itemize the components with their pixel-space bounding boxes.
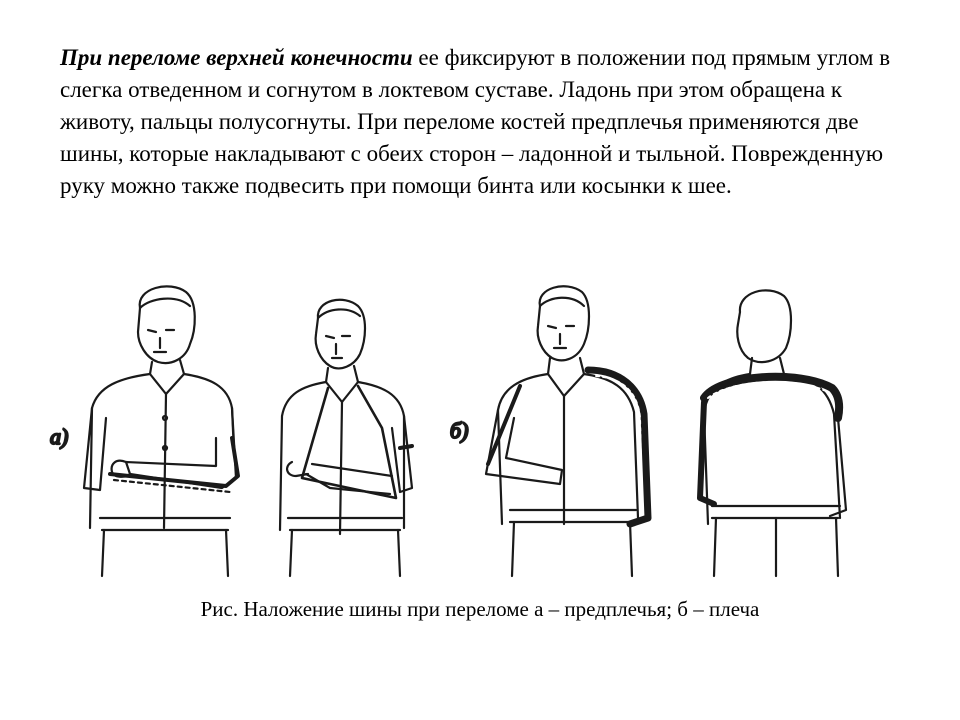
body-paragraph [60,42,910,202]
figure-1-forearm-splint [84,286,238,576]
figure-4-shoulder-splint-back [700,290,846,576]
splint-illustration [40,278,920,578]
figure-2-arm-sling [280,300,412,576]
figure-3-shoulder-splint-front [486,286,648,576]
figure-label-a: а) [50,424,69,449]
paragraph-lead: При переломе верхней конечности [60,45,413,70]
paragraph-rest: ее фиксируют в положении под прямым углом в слегка отведенном и согнутом в локтевом суставе. Ладонь при этом обращена к животу, пальцы полусогнуты. При переломе костей предплечья применяются две шины, которые накладывают с обеих сторон – ладонной и тыльной. Поврежденную руку можно также подвесить при помощи бинта или косынки к шее. [60,45,891,198]
figure-caption: Рис. Наложение шины при переломе а – предплечья; б – плеча [200,597,760,621]
figure-label-b: б) [450,418,469,443]
splint-drawings [40,278,920,578]
